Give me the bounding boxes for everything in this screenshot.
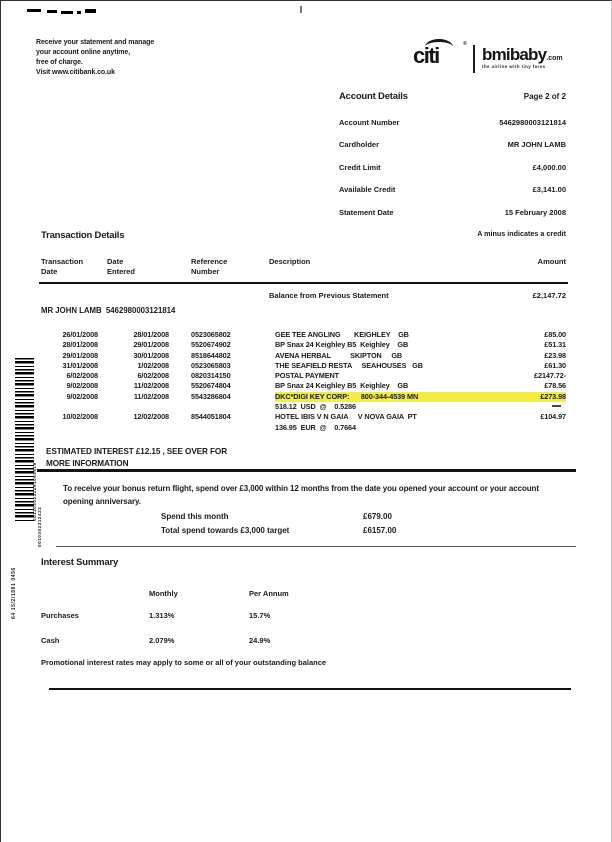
- txn-amount: £2147.72-: [534, 371, 566, 381]
- interest-summary-title: Interest Summary: [41, 557, 119, 568]
- interest-per-annum-rate: 15.7%: [249, 611, 271, 620]
- redaction-mark: [77, 11, 81, 14]
- bonus-spend-label: Total spend towards £3,000 target: [161, 525, 290, 535]
- txn-column-headers: [41, 257, 566, 279]
- txn-reference: 8518644802: [191, 350, 231, 360]
- account-details-title: Account Details: [339, 91, 408, 102]
- txn-row: [41, 371, 566, 381]
- txn-description: GEE TEE ANGLING KEIGHLEY GB: [275, 330, 409, 339]
- col-description: Description: [269, 257, 311, 266]
- txn-amount: £273.98: [478, 392, 566, 402]
- txn-description: HOTEL IBIS V N GAIA V NOVA GAIA PT: [275, 412, 417, 422]
- account-detail-label: Cardholder: [339, 140, 380, 150]
- col-reference-number: Number: [191, 267, 220, 276]
- interest-summary-table: [41, 611, 441, 661]
- redaction-mark: [61, 11, 73, 14]
- txn-date: [41, 423, 98, 433]
- txn-description: DKC*DIGI KEY CORP: 800-344-4539 MN: [275, 392, 478, 402]
- citi-logo: [411, 41, 471, 75]
- txn-date-entered: 29/01/2008: [133, 340, 169, 350]
- logo-divider: [473, 45, 475, 73]
- txn-date: 6/02/2008: [66, 371, 98, 381]
- section-rule-thin: [56, 546, 576, 547]
- txn-reference: 0523065803: [191, 360, 231, 370]
- document-reference: 64 15/2/1881 0456: [11, 567, 17, 619]
- txn-amount: [478, 423, 566, 433]
- txn-date: 31/01/2008: [62, 360, 98, 370]
- account-detail-row: [339, 163, 566, 185]
- txn-date: 29/01/2008: [62, 350, 98, 360]
- txn-amount: [478, 402, 566, 412]
- interest-summary-headers: [41, 589, 441, 598]
- redaction-mark: [47, 10, 57, 13]
- marketing-line: free of charge.: [36, 59, 83, 66]
- bmibaby-tagline: the airline with tiny fares: [482, 64, 546, 69]
- col-per-annum: Per Annum: [249, 589, 289, 598]
- account-detail-value: 5462980003121814: [499, 118, 566, 127]
- txn-reference: [191, 402, 275, 412]
- txn-date: 9/02/2008: [66, 391, 98, 401]
- txn-date-entered: 11/02/2008: [133, 381, 169, 391]
- txn-row: [41, 351, 566, 361]
- col-reference-number: Reference: [191, 257, 228, 266]
- txn-date-entered: 28/01/2008: [133, 330, 169, 339]
- col-date-entered: Date: [107, 257, 124, 266]
- txn-date-entered: 30/01/2008: [133, 350, 169, 360]
- txn-date-entered: 1/02/2008: [137, 360, 169, 370]
- interest-monthly-rate: 2.079%: [149, 636, 175, 645]
- balance-amount: £2,147.72: [532, 291, 566, 300]
- txn-description: AVENA HERBAL SKIPTON GB: [275, 350, 403, 360]
- redaction-mark: [85, 9, 96, 13]
- citi-wordmark: citi: [413, 43, 439, 68]
- txn-reference: 5520674804: [191, 381, 231, 391]
- estimated-interest-line: ESTIMATED INTEREST £12.15 , SEE OVER FOR: [46, 447, 228, 456]
- account-detail-label: Account Number: [339, 118, 400, 127]
- account-detail-label: Credit Limit: [339, 162, 381, 172]
- account-detail-row: [339, 208, 566, 230]
- citibank-url: Visit www.citibank.co.uk: [36, 69, 115, 76]
- bmibaby-tld: .com: [546, 55, 563, 62]
- section-rule-thick: [37, 469, 576, 472]
- txn-amount: £51.31: [544, 340, 566, 350]
- col-transaction-date: Transaction: [41, 257, 84, 266]
- txn-date-entered: [98, 423, 169, 433]
- interest-row-label: Purchases: [41, 611, 79, 620]
- col-date-entered: Entered: [107, 267, 135, 276]
- barcode-label: 0011030231291063619: [32, 462, 37, 521]
- marketing-text: [36, 38, 154, 78]
- account-detail-value: MR JOHN LAMB: [507, 140, 566, 150]
- marketing-line: your account online anytime,: [36, 49, 131, 56]
- col-transaction-date: Date: [41, 267, 58, 276]
- txn-row: [41, 392, 566, 402]
- txn-row: [41, 412, 566, 422]
- marketing-line: Receive your statement and manage: [36, 39, 155, 46]
- redaction-mark: [27, 9, 41, 12]
- scan-stray-mark: [552, 405, 561, 407]
- account-detail-value: 15 February 2008: [504, 207, 566, 217]
- account-detail-value: £3,141.00: [532, 185, 566, 195]
- txn-amount: £85.00: [544, 330, 566, 339]
- interest-row-label: Cash: [41, 636, 60, 645]
- bonus-spend-table: [161, 512, 491, 539]
- account-detail-row: [339, 140, 566, 162]
- txn-date-entered: [98, 402, 169, 412]
- txn-reference: 0820314150: [191, 371, 231, 381]
- account-detail-label: Available Credit: [339, 185, 396, 195]
- txn-reference: [191, 423, 275, 433]
- txn-date-entered: 11/02/2008: [133, 391, 169, 401]
- header-rule: [39, 282, 568, 284]
- txn-description: 518.12 USD @ 0.5286: [275, 402, 356, 412]
- registered-mark-icon: ®: [463, 41, 467, 47]
- txn-row: [41, 330, 566, 340]
- txn-row: [41, 361, 566, 371]
- account-detail-row: [339, 118, 566, 140]
- interest-per-annum-rate: 24.9%: [249, 636, 271, 645]
- txn-description: 136.95 EUR @ 0.7664: [275, 422, 356, 432]
- txn-description: BP Snax 24 Keighley B5 Keighley GB: [275, 381, 409, 391]
- txn-amount: £23.98: [544, 350, 566, 360]
- txn-table: [41, 330, 566, 433]
- account-detail-row: [339, 185, 566, 207]
- txn-date-entered: 12/02/2008: [133, 412, 169, 422]
- promo-rates-footnote: Promotional interest rates may apply to some or all of your outstanding balance: [41, 658, 327, 667]
- bonus-spend-value: £679.00: [363, 512, 392, 521]
- bonus-flight-paragraph: To receive your bonus return flight, spend over £3,000 within 12 months from the date you opened your account or your account opening anniversary.: [63, 484, 539, 506]
- footer-rule: [49, 688, 571, 690]
- txn-date: 9/02/2008: [66, 381, 98, 391]
- txn-row: [41, 423, 566, 433]
- bonus-spend-row: [161, 512, 491, 526]
- estimated-interest: [46, 446, 227, 469]
- txn-amount: £61.30: [544, 360, 566, 370]
- col-monthly: Monthly: [149, 589, 178, 598]
- txn-reference: 0523065802: [191, 330, 231, 339]
- account-detail-label: Statement Date: [339, 207, 394, 217]
- bonus-spend-value: £6157.00: [363, 525, 397, 535]
- bmibaby-wordmark: bmibaby: [482, 45, 547, 64]
- page-number: Page 2 of 2: [523, 92, 566, 101]
- estimated-interest-line: MORE INFORMATION: [46, 458, 129, 468]
- interest-summary-row: [41, 611, 441, 636]
- txn-reference: 8544051804: [191, 412, 231, 422]
- txn-date: 10/02/2008: [62, 412, 98, 422]
- txn-reference: 5543286804: [191, 391, 231, 401]
- txn-description: THE SEAFIELD RESTA SEAHOUSES GB: [275, 360, 423, 370]
- txn-amount: £104.97: [540, 412, 566, 422]
- txn-row: [41, 381, 566, 391]
- balance-label: Balance from Previous Statement: [269, 291, 389, 300]
- col-amount: Amount: [537, 257, 566, 266]
- bonus-spend-row: [161, 526, 491, 540]
- account-details-table: [339, 118, 566, 230]
- txn-description: POSTAL PAYMENT: [275, 371, 340, 381]
- txn-date-entered: 6/02/2008: [137, 371, 169, 381]
- txn-date: 28/01/2008: [62, 340, 98, 350]
- txn-reference: 5520674902: [191, 340, 231, 350]
- txn-description: BP Snax 24 Keighley B5 Keighley GB: [275, 340, 409, 350]
- margin-side-label: 0010302312422: [37, 506, 42, 547]
- interest-monthly-rate: 1.313%: [149, 611, 175, 620]
- txn-amount: £78.56: [544, 381, 566, 391]
- txn-date: [41, 402, 98, 412]
- bmibaby-logo: [482, 45, 563, 69]
- scan-tick: [300, 6, 302, 13]
- credit-note: A minus indicates a credit: [477, 229, 566, 238]
- txn-row: [41, 340, 566, 350]
- bonus-spend-label: Spend this month: [161, 512, 229, 521]
- cardholder-line: MR JOHN LAMB 5462980003121814: [41, 306, 176, 315]
- spacer: [41, 589, 149, 598]
- account-detail-value: £4,000.00: [532, 162, 566, 172]
- txn-row: [41, 402, 566, 412]
- txn-date: 26/01/2008: [62, 330, 98, 339]
- transaction-details-title: Transaction Details: [41, 230, 125, 241]
